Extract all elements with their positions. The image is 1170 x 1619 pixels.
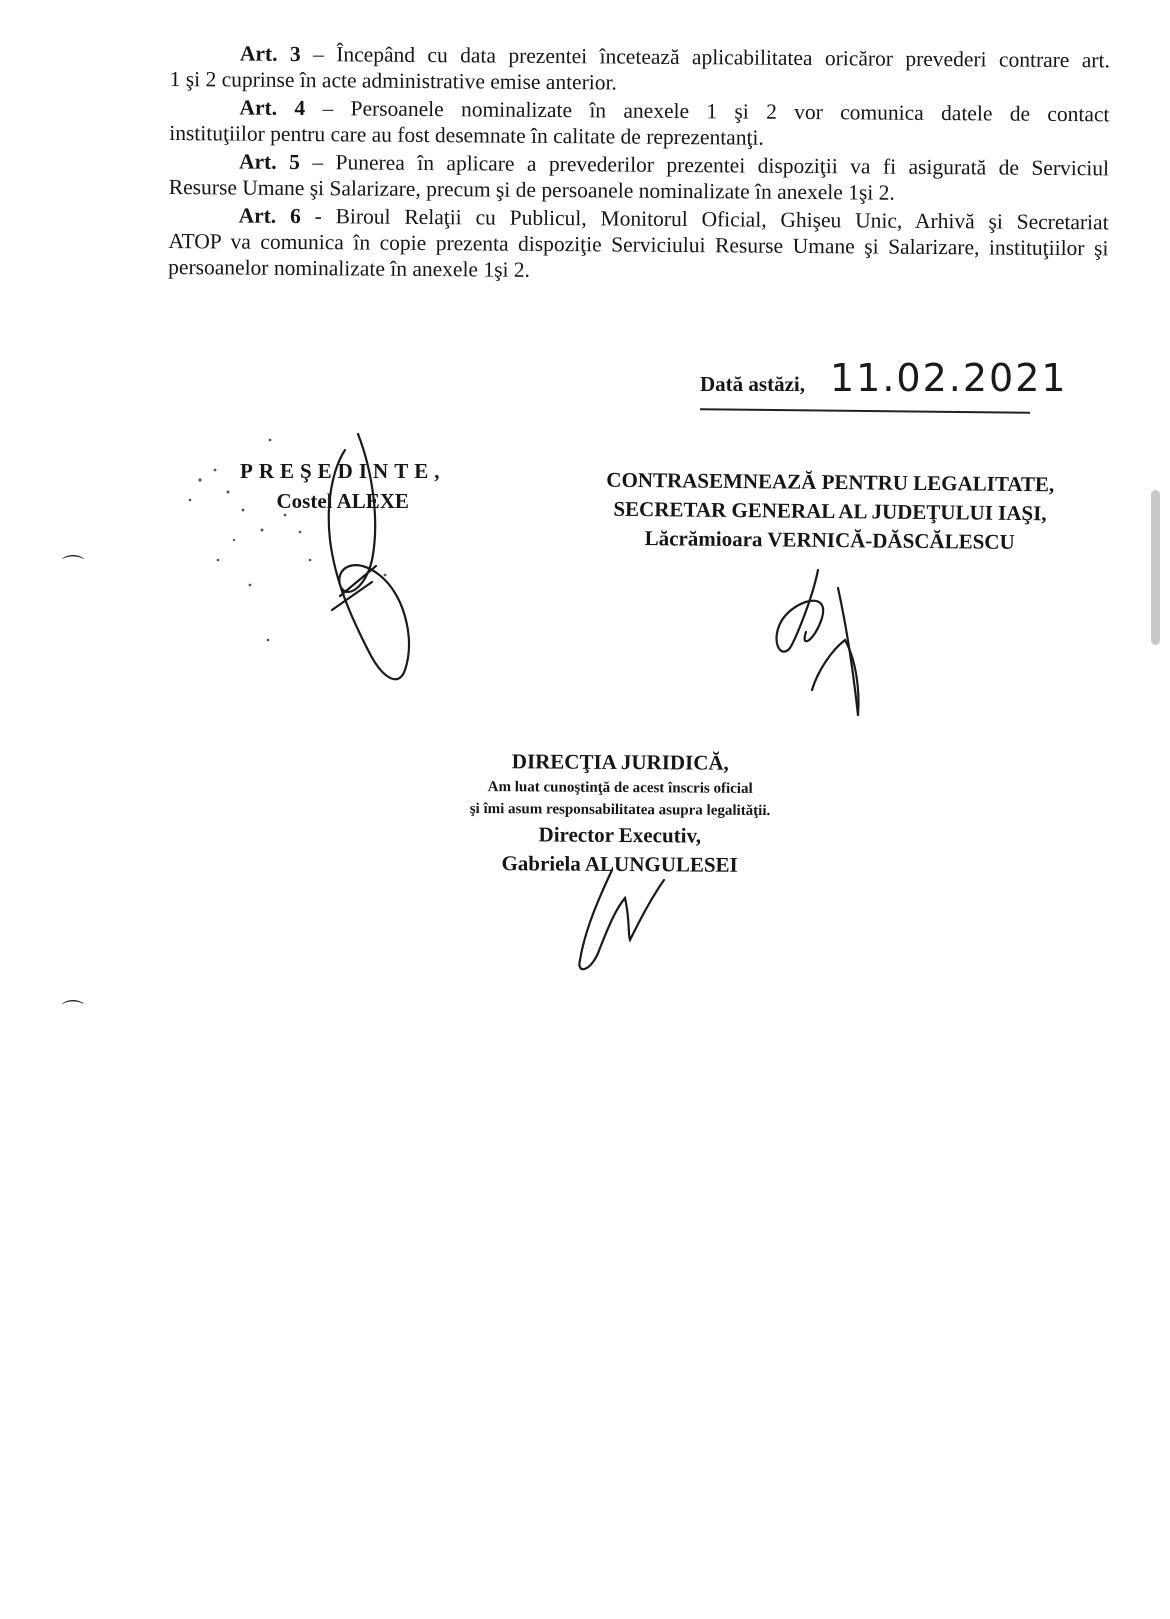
article-3-text: – Începând cu data prezentei încetează aplicabilitatea oricăror prevederi contrare art.	[313, 42, 1110, 73]
article-4-text: – Persoanele nominalizate în anexele 1 şi 2 vor comunica datele de contact	[322, 96, 1110, 127]
articles-section	[168, 40, 1110, 289]
article-3	[170, 40, 1110, 99]
margin-mark-lower: ⌒	[62, 999, 85, 1024]
president-name: Costel ALEXE	[276, 489, 409, 513]
date-underline	[700, 408, 1030, 413]
article-5-text: – Punerea în aplicare a prevederilor prezentei dispoziţii va fi asigurată de Serviciul	[312, 150, 1110, 181]
juridic-note-2: şi îmi asum responsabilitatea asupra legalităţii.	[469, 800, 771, 820]
article-4-rest: instituţiilor pentru care au fost desemnate în calitate de reprezentanţi.	[169, 120, 764, 150]
handwritten-date: 11.02.2021	[830, 356, 1068, 400]
article-3-rest: 1 şi 2 cuprinse în acte administrative emise anterior.	[169, 66, 617, 95]
juridic-note-1: Am luat cunoştinţă de acest înscris oficial	[487, 779, 753, 797]
article-5-label: Art. 5	[238, 149, 300, 175]
article-5-rest: Resurse Umane şi Salarizare, precum şi de persoanele nominalizate în anexele 1şi 2.	[168, 174, 895, 205]
article-6-rest: ATOP va comunica în copie prezenta dispoziţie Serviciului Resurse Umane şi Salarizare, instituţiilor şi persoanelor nominalizate în anexele 1şi 2.	[168, 228, 1109, 282]
juridic-block	[410, 746, 831, 881]
article-4-label: Art. 4	[239, 95, 306, 121]
juridic-name: Gabriela ALUNGULESEI	[501, 851, 738, 877]
margin-mark-upper: ⌒	[62, 554, 85, 579]
article-5	[169, 148, 1109, 207]
article-6-label: Art. 6	[238, 203, 301, 229]
secretary-signature	[777, 570, 859, 715]
juridic-signature	[579, 870, 664, 969]
article-3-label: Art. 3	[239, 41, 301, 67]
article-6	[168, 202, 1109, 287]
juridic-head: DIRECŢIA JURIDICĂ,	[511, 749, 729, 775]
secretary-line-2: SECRETAR GENERAL AL JUDEŢULUI IAŞI,	[613, 496, 1047, 526]
article-6-text: - Biroul Relaţii cu Publicul, Monitorul Oficial, Ghişeu Unic, Arhivă şi Secretariat	[314, 204, 1109, 235]
secretary-block	[570, 465, 1091, 557]
president-title: PREŞEDINTE,	[240, 459, 446, 483]
vertical-scrollbar[interactable]	[1151, 490, 1160, 645]
secretary-line-1: CONTRASEMNEAZĂ PENTRU LEGALITATE,	[606, 467, 1055, 497]
article-4	[169, 94, 1109, 153]
date-label: Dată astăzi,	[700, 372, 805, 396]
president-block	[240, 456, 445, 516]
secretary-name: Lăcrămioara VERNICĂ-DĂSCĂLESCU	[644, 526, 1015, 554]
juridic-role: Director Executiv,	[538, 822, 702, 848]
